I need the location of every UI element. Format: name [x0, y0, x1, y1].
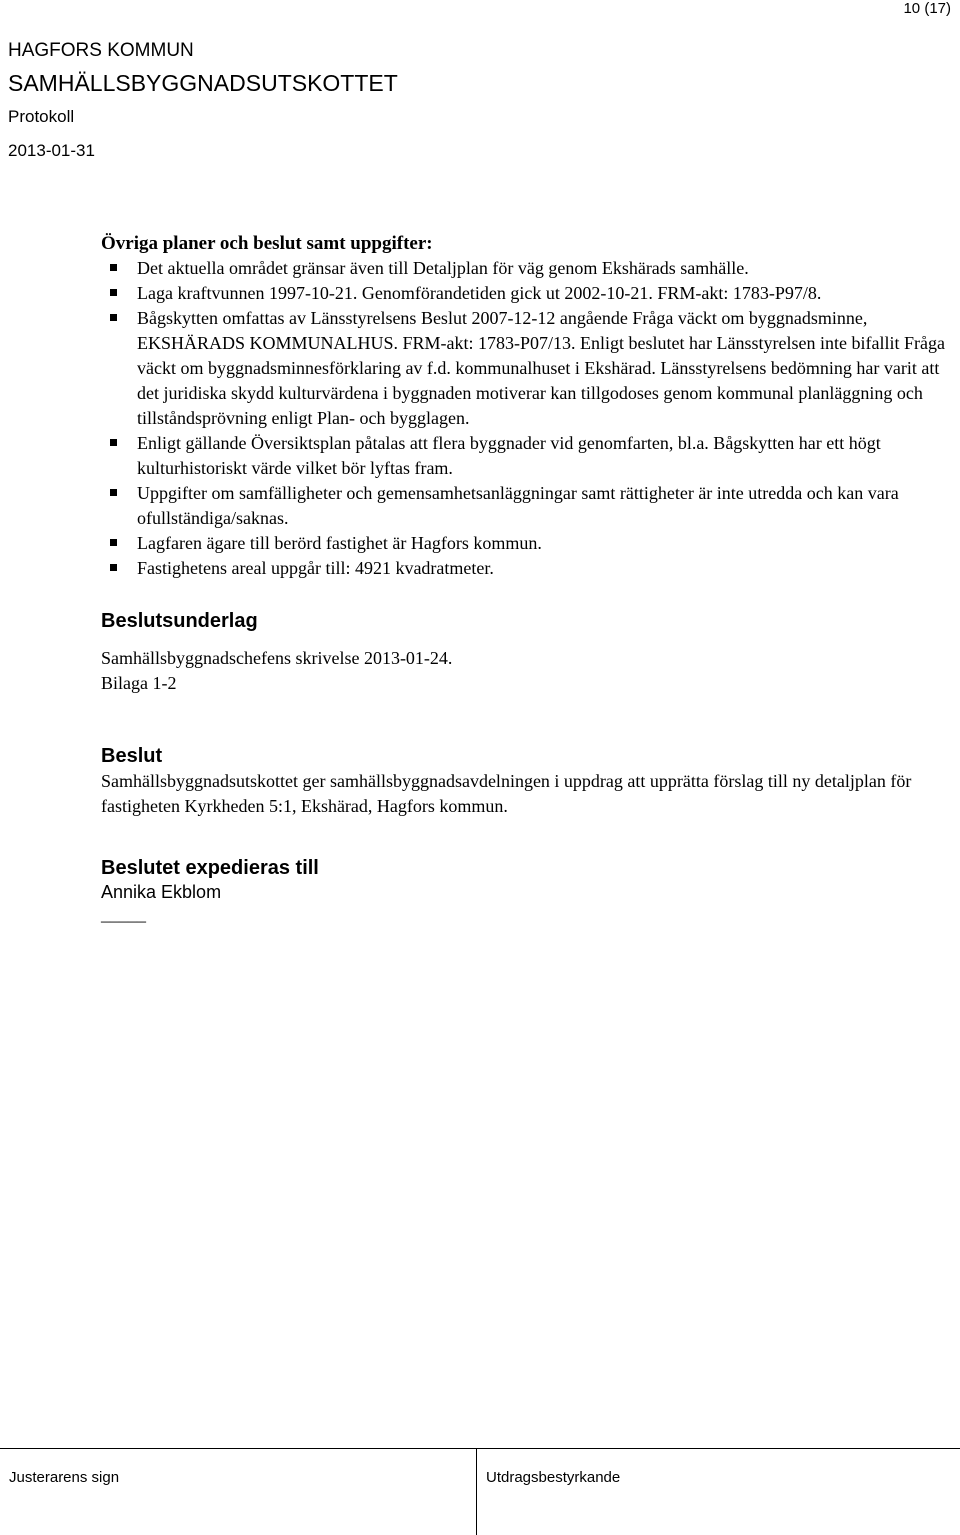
- page-number: 10 (17): [903, 0, 951, 17]
- bullet-icon: [110, 314, 117, 321]
- dispatch-recipient: Annika Ekblom: [101, 882, 222, 902]
- footer-cell-sign: [0, 1449, 477, 1535]
- bullet-icon: [110, 539, 117, 546]
- decision-title: Beslut: [101, 745, 163, 767]
- document-body: [101, 231, 946, 925]
- decision-basis-section: [101, 608, 946, 696]
- document-date: 2013-01-31: [8, 141, 95, 160]
- committee-name: SAMHÄLLSBYGGNADSUTSKOTTET: [8, 70, 398, 96]
- list-item: [101, 431, 946, 481]
- extract-certification-label: Utdragsbestyrkande: [486, 1469, 621, 1486]
- dispatch-section: [101, 855, 946, 925]
- list-item-text: Uppgifter om samfälligheter och gemensamhetsanläggningar samt rättigheter är inte utredda och kan vara ofullständiga/saknas.: [137, 483, 899, 528]
- bullet-icon: [110, 289, 117, 296]
- other-plans-title: Övriga planer och beslut samt uppgifter:: [101, 233, 433, 254]
- footer-cell-certification: [477, 1449, 960, 1535]
- list-item: [101, 531, 946, 556]
- document-header: [8, 38, 398, 162]
- document-type: Protokoll: [8, 107, 75, 126]
- list-item-text: Laga kraftvunnen 1997-10-21. Genomförandetiden gick ut 2002-10-21. FRM-akt: 1783-P97/8.: [137, 283, 822, 303]
- decision-text: Samhällsbyggnadsutskottet ger samhällsbyggnadsavdelningen i uppdrag att upprätta förslag till ny detaljplan för fastigheten Kyrkheden 5:1, Ekshärad, Hagfors kommun.: [101, 771, 912, 816]
- bullet-icon: [110, 439, 117, 446]
- list-item: [101, 256, 946, 281]
- list-item-text: Lagfaren ägare till berörd fastighet är Hagfors kommun.: [137, 533, 542, 553]
- decision-basis-title: Beslutsunderlag: [101, 610, 258, 632]
- bullet-icon: [110, 264, 117, 271]
- bullet-icon: [110, 489, 117, 496]
- list-item-text: Det aktuella området gränsar även till Detaljplan för väg genom Ekshärads samhälle.: [137, 258, 749, 278]
- list-item: [101, 481, 946, 531]
- decision-section: [101, 743, 946, 819]
- bullet-icon: [110, 564, 117, 571]
- list-item-text: Fastighetens areal uppgår till: 4921 kvadratmeter.: [137, 558, 494, 578]
- list-item: [101, 556, 946, 581]
- decision-basis-line-2: Bilaga 1-2: [101, 673, 177, 693]
- decision-basis-line-1: Samhällsbyggnadschefens skrivelse 2013-01-24.: [101, 648, 453, 668]
- org-name: HAGFORS KOMMUN: [8, 40, 194, 61]
- dispatch-title: Beslutet expedieras till: [101, 857, 319, 879]
- list-item: [101, 281, 946, 306]
- footer: [0, 1449, 960, 1535]
- adjuster-sign-label: Justerarens sign: [9, 1469, 120, 1486]
- list-item: [101, 306, 946, 431]
- other-plans-list: [101, 256, 946, 581]
- list-item-text: Enligt gällande Översiktsplan påtalas att flera byggnader vid genomfarten, bl.a. Bågskytten har ett högt kulturhistoriskt värde vilket bör lyftas fram.: [137, 433, 881, 478]
- signature-line: _____: [101, 904, 146, 924]
- list-item-text: Bågskytten omfattas av Länsstyrelsens Beslut 2007-12-12 angående Fråga väckt om byggnadsminne, EKSHÄRADS KOMMUNALHUS. FRM-akt: 1783-P07/13. Enligt beslutet har Länsstyrelsen inte bifallit Fråga väckt om byggnadsminnesförklaring av f.d. kommunalhuset i Ekshärad. Länsstyrelsens bedömning har varit att det juridiska skydd kulturvärdena i byggnaden motiverar kan tillgodoses genom kommunal planläggning och tillståndsprövning enligt Plan- och bygglagen.: [137, 308, 945, 428]
